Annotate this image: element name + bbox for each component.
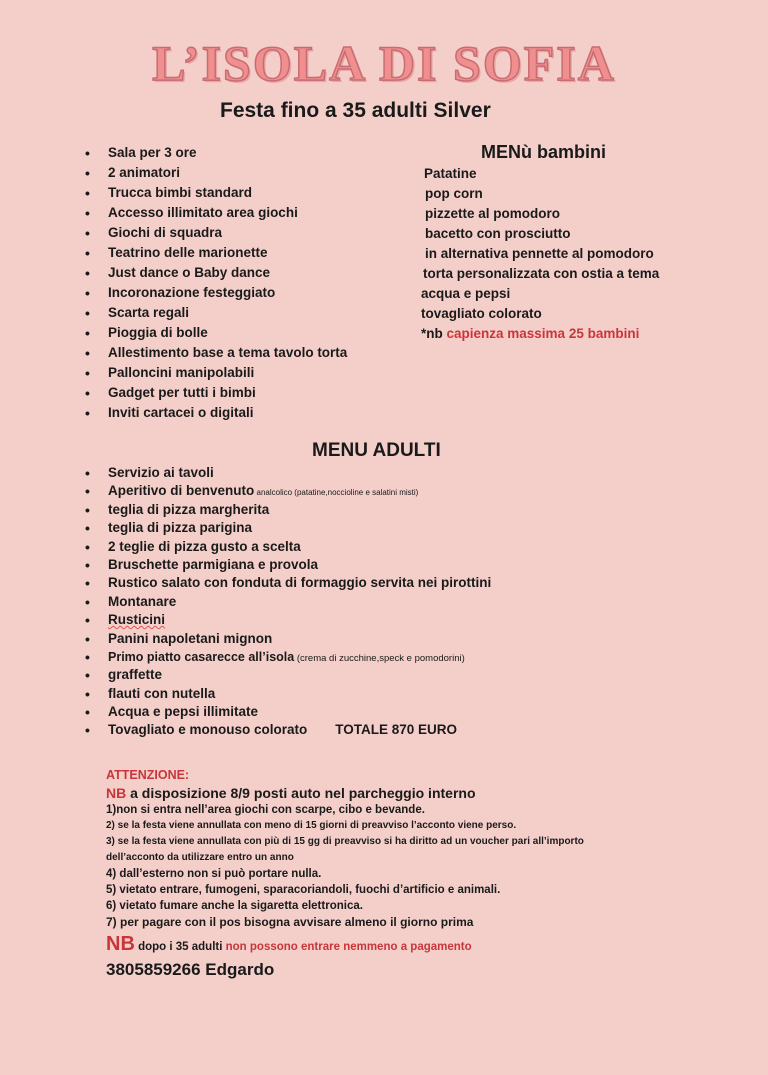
rule-line: 5) vietato entrare, fumogeni, sparacoriandoli, fuochi d’artificio e animali. — [106, 884, 501, 896]
list-item: • teglia di pizza margherita — [82, 501, 491, 519]
list-item — [82, 721, 491, 739]
list-item: • Bruschette parmigiana e provola — [82, 556, 491, 574]
list-item: • 2 animatori — [82, 163, 347, 183]
item-text: Rusticini — [108, 612, 166, 628]
list-item: • Sala per 3 ore — [82, 143, 347, 163]
list-item: • Inviti cartacei o digitali — [82, 403, 347, 423]
notes-section — [106, 767, 726, 983]
item-text: Primo piatto casarecce all’isola — [108, 649, 295, 664]
list-item: bacetto con prosciutto — [425, 226, 571, 241]
rule-line: 7) per pagare con il pos bisogna avvisare almeno il giorno prima — [106, 915, 474, 929]
list-item: pop corn — [425, 186, 483, 201]
rule-line: dell’acconto da utilizzare entro un anno — [106, 852, 294, 863]
menu-bambini-title: MENù bambini — [481, 142, 606, 162]
list-item: torta personalizzata con ostia a tema — [423, 266, 660, 281]
note-prefix: *nb — [421, 326, 443, 341]
nb-label: NB — [106, 933, 135, 955]
list-item — [82, 482, 491, 500]
list-item: tovagliato colorato — [421, 306, 542, 321]
rule-line: 3) se la festa viene annullata con più di 15 gg di preavviso si ha diritto ad un voucher pari all’importo — [106, 836, 584, 847]
item-text: Tovagliato e monouso colorato — [108, 722, 308, 738]
contact-phone: 3805859266 Edgardo — [106, 960, 275, 979]
menu-adulti-list — [82, 464, 491, 740]
list-item: in alternativa pennette al pomodoro — [425, 246, 654, 261]
list-item: • Giochi di squadra — [82, 223, 347, 243]
item-note: (crema di zucchine,speck e pomodorini) — [294, 652, 465, 664]
list-item: • 2 teglie di pizza gusto a scelta — [82, 538, 491, 556]
list-item: • Acqua e pepsi illimitate — [82, 703, 491, 721]
rule-line: 1)non si entra nell’area giochi con scarpe, cibo e bevande. — [106, 804, 425, 816]
list-item: • Servizio ai tavoli — [82, 464, 491, 482]
list-item: • Just dance o Baby dance — [82, 263, 347, 283]
list-item: • Palloncini manipolabili — [82, 363, 347, 383]
attention-heading: ATTENZIONE: — [106, 768, 190, 782]
rule-line: 2) se la festa viene annullata con meno di 15 giorni di preavviso l’acconto viene perso. — [106, 820, 517, 831]
note-text: capienza massima 25 bambini — [442, 326, 640, 341]
parking-note — [106, 784, 726, 802]
rule-line: 6) vietato fumare anche la sigaretta elettronica. — [106, 900, 363, 912]
list-item: • Scarta regali — [82, 303, 347, 323]
list-item — [82, 611, 491, 629]
list-item: • Trucca bimbi standard — [82, 183, 347, 203]
total-price: TOTALE 870 EURO — [335, 722, 458, 738]
final-note-text: dopo i 35 adulti — [134, 941, 226, 953]
included-list — [82, 143, 347, 423]
menu-adulti-title: MENU ADULTI — [312, 440, 441, 461]
capacity-note — [420, 324, 659, 344]
list-item: • Accesso illimitato area giochi — [82, 203, 347, 223]
list-item: • teglia di pizza parigina — [82, 519, 491, 537]
list-item: • Gadget per tutti i bimbi — [82, 383, 347, 403]
list-item: • Montanare — [82, 593, 491, 611]
list-item: • Rustico salato con fonduta di formaggio servita nei pirottini — [82, 574, 491, 592]
list-item: • Panini napoletani mignon — [82, 630, 491, 648]
list-item: • Incoronazione festeggiato — [82, 283, 347, 303]
rule-line: 4) dall’esterno non si può portare nulla. — [106, 868, 322, 880]
list-item — [82, 648, 491, 666]
page-title: L’ISOLA DI SOFIA — [152, 35, 616, 91]
list-item: • Pioggia di bolle — [82, 323, 347, 343]
list-item: pizzette al pomodoro — [425, 206, 560, 221]
list-item: Patatine — [424, 166, 477, 181]
item-text: Aperitivo di benvenuto — [108, 483, 255, 499]
final-note — [106, 931, 726, 957]
list-item: • Allestimento base a tema tavolo torta — [82, 343, 347, 363]
nb-label: NB — [106, 785, 127, 801]
list-item: • flauti con nutella — [82, 685, 491, 703]
menu-bambini-list — [420, 164, 659, 344]
final-note-warning: non possono entrare nemmeno a pagamento — [225, 941, 472, 953]
list-item: • Teatrino delle marionette — [82, 243, 347, 263]
item-note: analcolico (patatine,noccioline e salatini misti) — [254, 488, 419, 498]
list-item: • graffette — [82, 666, 491, 684]
page-subtitle: Festa fino a 35 adulti Silver — [220, 99, 491, 122]
parking-text: a disposizione 8/9 posti auto nel parcheggio interno — [126, 785, 476, 801]
list-item: acqua e pepsi — [421, 286, 511, 301]
